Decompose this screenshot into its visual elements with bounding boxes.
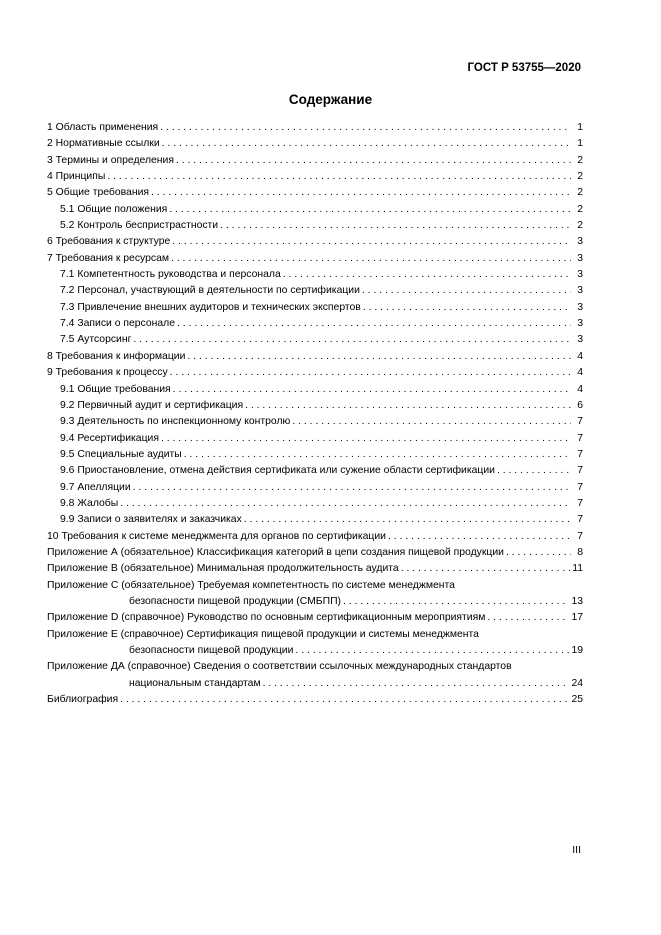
toc-entry-title: 5 Общие требования <box>47 187 149 199</box>
toc-entry[interactable] <box>47 202 583 218</box>
toc-entry-title: Приложение С (обязательное) Требуемая компетентность по системе менеджмента <box>47 579 455 591</box>
toc-entry-title: 9.6 Приостановление, отмена действия сертификата или сужение области сертификации <box>60 465 495 477</box>
toc-entry-title: 7.3 Привлечение внешних аудиторов и технических экспертов <box>60 301 361 313</box>
toc-entry[interactable] <box>47 545 583 561</box>
toc-entry[interactable] <box>47 332 583 348</box>
toc-entry[interactable] <box>47 283 583 299</box>
toc-entry-page: 4 <box>577 367 583 379</box>
toc-entry-page: 7 <box>577 481 583 493</box>
toc-entry-page: 4 <box>577 383 583 395</box>
toc-entry-title: 2 Нормативные ссылки <box>47 138 160 150</box>
toc-entry[interactable] <box>47 480 583 496</box>
toc-entry[interactable] <box>47 300 583 316</box>
toc-entry-title: Приложение ДА (справочное) Сведения о соответствии ссылочных международных стандартов <box>47 661 512 673</box>
leader-dots <box>487 610 569 626</box>
table-of-contents <box>47 120 583 708</box>
toc-entry-page: 3 <box>577 252 583 264</box>
toc-entry-page: 17 <box>571 612 583 624</box>
toc-entry[interactable] <box>47 398 583 414</box>
toc-entry[interactable] <box>47 529 583 545</box>
leader-dots <box>187 349 571 365</box>
toc-entry-title: 7.1 Компетентность руководства и персонала <box>60 269 281 281</box>
toc-entry-title: 9.9 Записи о заявителях и заказчиках <box>60 514 242 526</box>
toc-entry-page: 8 <box>577 546 583 558</box>
toc-entry-page: 4 <box>577 350 583 362</box>
toc-entry-title: 6 Требования к структуре <box>47 236 171 248</box>
toc-entry-title: 9.8 Жалобы <box>60 497 119 509</box>
toc-entry-title: 9.3 Деятельность по инспекционному контролю <box>60 416 291 428</box>
leader-dots <box>362 283 571 299</box>
toc-entry-title: 9.7 Апелляции <box>60 481 131 493</box>
toc-entry-title-continuation: безопасности пищевой продукции (СМБПП) <box>129 595 342 607</box>
toc-entry-title: 5.2 Контроль беспристрастности <box>60 220 219 232</box>
page-number: III <box>572 844 581 856</box>
toc-entry-title: 9.2 Первичный аудит и сертификация <box>60 399 244 411</box>
toc-entry-title: 8 Требования к информации <box>47 350 186 362</box>
toc-entry-page: 11 <box>572 563 583 575</box>
toc-entry-page: 19 <box>571 645 583 656</box>
leader-dots <box>263 676 570 692</box>
toc-entry-page: 3 <box>577 285 583 297</box>
toc-entry-title: Приложение А (обязательное) Классификация категорий в цепи создания пищевой продукции <box>47 546 504 558</box>
toc-entry[interactable] <box>47 578 583 611</box>
toc-entry[interactable] <box>47 185 583 201</box>
toc-entry-title: Приложение Е (справочное) Сертификация пищевой продукции и системы менеджмента <box>47 628 479 640</box>
toc-entry-title: 5.1 Общие положения <box>60 203 168 215</box>
leader-dots <box>506 545 571 561</box>
leader-dots <box>244 512 571 528</box>
toc-entry-page: 7 <box>577 448 583 460</box>
toc-entry-title: 4 Принципы <box>47 171 106 183</box>
toc-entry[interactable] <box>47 382 583 398</box>
toc-entry-title: 7.4 Записи о персонале <box>60 318 176 330</box>
toc-entry-title-continuation: национальным стандартам <box>129 677 261 689</box>
toc-entry[interactable] <box>47 414 583 430</box>
toc-entry-page: 7 <box>577 416 583 428</box>
leader-dots <box>220 218 571 234</box>
toc-entry-page: 2 <box>577 220 583 232</box>
leader-dots <box>292 414 571 430</box>
toc-entry[interactable] <box>47 463 583 479</box>
toc-entry-page: 3 <box>577 301 583 313</box>
toc-entry[interactable] <box>47 349 583 365</box>
toc-entry[interactable] <box>47 610 583 626</box>
toc-entry-page: 1 <box>577 138 583 150</box>
toc-entry[interactable] <box>47 365 583 381</box>
toc-entry-page: 2 <box>577 203 583 215</box>
toc-entry[interactable] <box>47 692 583 708</box>
toc-entry-page: 2 <box>577 171 583 183</box>
toc-entry-title: 9.4 Ресертификация <box>60 432 159 444</box>
leader-dots <box>120 496 571 512</box>
toc-entry-title: Библиография <box>47 694 119 706</box>
leader-dots <box>162 136 571 152</box>
leader-dots <box>172 234 571 250</box>
toc-entry-title: 9.1 Общие требования <box>60 383 171 395</box>
leader-dots <box>169 202 571 218</box>
leader-dots <box>107 169 571 185</box>
toc-entry-title: 9.5 Специальные аудиты <box>60 448 182 460</box>
toc-entry-title: 3 Термины и определения <box>47 154 174 166</box>
toc-entry-page: 3 <box>577 334 583 346</box>
document-code: ГОСТ Р 53755—2020 <box>467 62 581 74</box>
toc-entry[interactable] <box>47 431 583 447</box>
leader-dots <box>173 382 571 398</box>
toc-entry[interactable] <box>47 496 583 512</box>
toc-entry[interactable] <box>47 316 583 332</box>
toc-entry-title: 9 Требования к процессу <box>47 367 168 379</box>
toc-entry[interactable] <box>47 136 583 152</box>
leader-dots <box>245 398 571 414</box>
toc-entry[interactable] <box>47 267 583 283</box>
toc-entry-title-continuation: безопасности пищевой продукции <box>129 645 294 656</box>
toc-entry-page: 24 <box>571 677 583 689</box>
toc-entry[interactable] <box>47 251 583 267</box>
toc-entry[interactable] <box>47 218 583 234</box>
toc-entry-page: 2 <box>577 187 583 199</box>
leader-dots <box>161 431 571 447</box>
toc-entry[interactable] <box>47 627 583 660</box>
toc-entry-page: 7 <box>577 497 583 509</box>
leader-dots <box>363 300 571 316</box>
toc-entry-page: 7 <box>577 530 583 542</box>
toc-entry[interactable] <box>47 659 583 692</box>
leader-dots <box>343 594 569 610</box>
toc-entry[interactable] <box>47 447 583 463</box>
toc-entry-title: 10 Требования к системе менеджмента для органов по сертификации <box>47 530 386 542</box>
toc-entry[interactable] <box>47 153 583 169</box>
toc-entry-page: 3 <box>577 318 583 330</box>
toc-entry-page: 13 <box>571 595 583 607</box>
leader-dots <box>283 267 571 283</box>
toc-entry-title: 7 Требования к ресурсам <box>47 252 169 264</box>
leader-dots <box>160 120 571 136</box>
leader-dots <box>133 332 571 348</box>
toc-entry-page: 3 <box>577 269 583 281</box>
toc-entry-title: 7.2 Персонал, участвующий в деятельности по сертификации <box>60 285 360 297</box>
toc-entry[interactable] <box>47 512 583 528</box>
toc-entry-page: 1 <box>577 122 583 133</box>
leader-dots <box>295 643 569 659</box>
leader-dots <box>120 692 569 708</box>
toc-entry-page: 7 <box>577 514 583 526</box>
leader-dots <box>176 153 571 169</box>
toc-entry[interactable] <box>47 561 583 577</box>
toc-entry-title: 7.5 Аутсорсинг <box>60 334 132 346</box>
toc-entry-page: 2 <box>577 154 583 166</box>
leader-dots <box>170 365 571 381</box>
toc-entry-page: 7 <box>577 432 583 444</box>
toc-entry-title: Приложение В (обязательное) Минимальная продолжительность аудита <box>47 563 399 575</box>
leader-dots <box>497 463 571 479</box>
toc-entry[interactable] <box>47 120 583 136</box>
leader-dots <box>177 316 571 332</box>
leader-dots <box>151 185 571 201</box>
toc-entry[interactable] <box>47 234 583 250</box>
toc-entry-title: Приложение D (справочное) Руководство по основным сертификационным мероприятиям <box>47 612 486 624</box>
leader-dots <box>171 251 571 267</box>
leader-dots <box>133 480 571 496</box>
toc-entry[interactable] <box>47 169 583 185</box>
leader-dots <box>388 529 571 545</box>
leader-dots <box>184 447 571 463</box>
toc-entry-page: 6 <box>577 399 583 411</box>
toc-entry-page: 25 <box>571 694 583 706</box>
toc-title: Содержание <box>288 92 373 107</box>
toc-entry-title: 1 Область применения <box>47 122 159 133</box>
toc-entry-page: 3 <box>577 236 583 248</box>
toc-entry-page: 7 <box>577 465 583 477</box>
leader-dots <box>401 561 571 577</box>
